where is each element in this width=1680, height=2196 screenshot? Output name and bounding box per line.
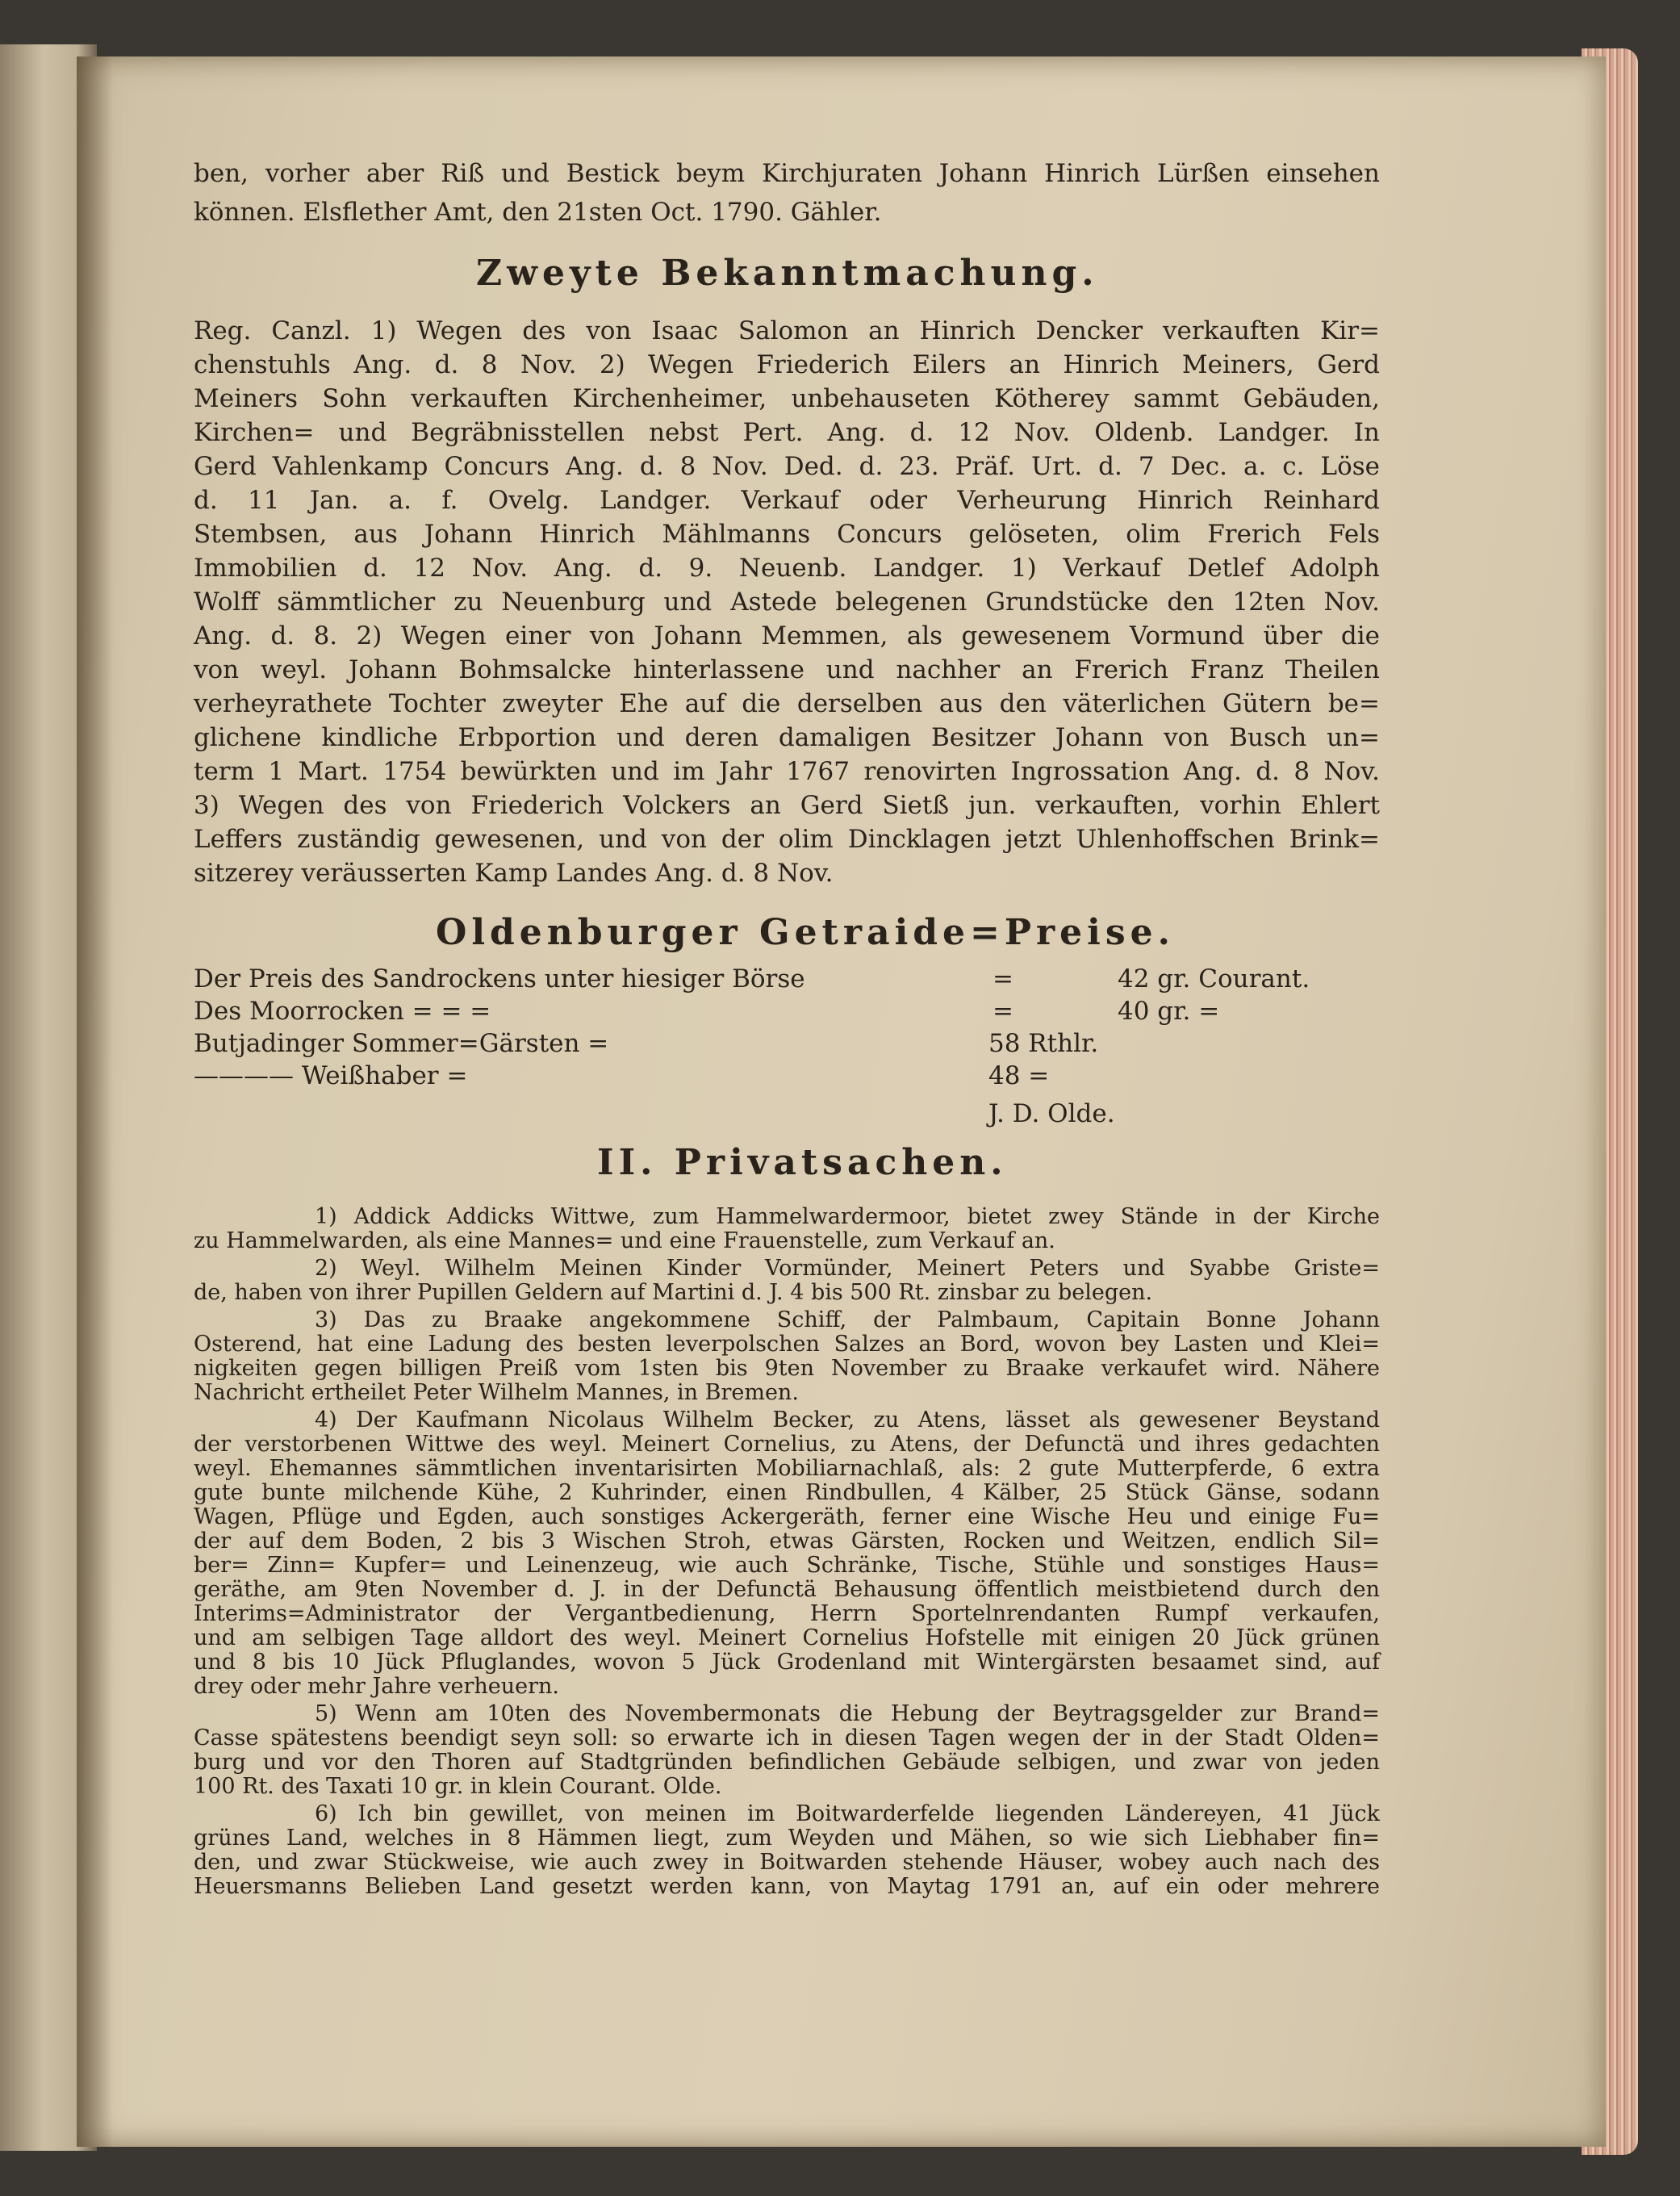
intro-line: ben, vorher aber Riß und Bestick beym Kirchjuraten Johann Hinrich Lürßen einsehen — [194, 159, 1380, 188]
notice-line: Nachricht ertheilet Peter Wilhelm Mannes, in Bremen. — [194, 1380, 799, 1405]
heading-getraide-preise: Oldenburger Getraide=Preise. — [436, 912, 1175, 953]
section-line: d. 11 Jan. a. f. Ovelg. Landger. Verkauf oder Verheurung Hinrich Reinhard — [194, 486, 1380, 515]
notice-line: Interims=Administrator der Vergantbedienung, Herrn Sportelnrendanten Rumpf verkaufen, — [194, 1601, 1380, 1626]
section-line: 3) Wegen des von Friederich Volckers an Gerd Sietß jun. verkauften, vorhin Ehlert — [194, 791, 1380, 820]
notice-line: Heuersmanns Belieben Land gesetzt werden kann, von Maytag 1791 an, auf ein oder mehrere — [194, 1874, 1380, 1899]
notice-line: den, und zwar Stückweise, wie auch zwey in Boitwarden stehende Häuser, wobey auch nach des — [194, 1850, 1380, 1875]
notice-line: weyl. Ehemannes sämmtlichen inventarisirten Mobiliarnachlaß, als: 2 gute Mutterpferde, 6 extra — [194, 1456, 1380, 1481]
heading-privatsachen: II. Privatsachen. — [597, 1142, 1008, 1183]
price-label: ———— Weißhaber = — [194, 1061, 468, 1090]
section-line: Meiners Sohn verkauften Kirchenheimer, unbehauseten Kötherey sammt Gebäuden, — [194, 384, 1380, 413]
notice-line: de, haben von ihrer Pupillen Geldern auf Martini d. J. 4 bis 500 Rt. zinsbar zu belegen. — [194, 1280, 1153, 1305]
section-line: term 1 Mart. 1754 bewürkten und im Jahr 1767 renovirten Ingrossation Ang. d. 8 Nov. — [194, 757, 1380, 786]
price-row — [194, 997, 1380, 1029]
section-line: von weyl. Johann Bohmsalcke hinterlassene und nachher an Frerich Franz Theilen — [194, 655, 1380, 684]
notice-line: 3) Das zu Braake angekommene Schiff, der Palmbaum, Capitain Bonne Johann — [315, 1307, 1380, 1332]
notice-line: ber= Zinn= Kupfer= und Leinenzeug, wie auch Schränke, Tische, Stühle und sonstiges Haus= — [194, 1553, 1380, 1578]
notice-line: und 8 bis 10 Jück Pfluglandes, wovon 5 Jück Grodenland mit Wintergärsten besaamet sind, auf — [194, 1650, 1380, 1675]
section-line: Gerd Vahlenkamp Concurs Ang. d. 8 Nov. Ded. d. 23. Präf. Urt. d. 7 Dec. a. c. Löse — [194, 452, 1380, 481]
page-gutter — [77, 56, 113, 2147]
price-row — [194, 1061, 1380, 1094]
price-label: Des Moorrocken = = = — [194, 997, 491, 1026]
section-line: chenstuhls Ang. d. 8 Nov. 2) Wegen Friederich Eilers an Hinrich Meiners, Gerd — [194, 350, 1380, 379]
section-line: sitzerey veräusserten Kamp Landes Ang. d. 8 Nov. — [194, 859, 834, 888]
notice-line: und am selbigen Tage alldort des weyl. Meinert Cornelius Hofstelle mit einigen 20 Jück grünen — [194, 1625, 1380, 1650]
notice-line: nigkeiten gegen billigen Preiß vom 1sten bis 9ten November zu Braake verkaufet wird. Nähere — [194, 1356, 1380, 1381]
price-value: 42 gr. Courant. — [1118, 964, 1310, 993]
price-label: Butjadinger Sommer=Gärsten = — [194, 1029, 609, 1058]
notice-line: Wagen, Pflüge und Egden, auch sonstiges Ackergeräth, ferner eine Wische Heu und einige Fu= — [194, 1504, 1380, 1529]
notice-line: 5) Wenn am 10ten des Novembermonats die Hebung der Beytragsgelder zur Brand= — [315, 1701, 1380, 1726]
notice-line: der verstorbenen Wittwe des weyl. Meinert Cornelius, zu Atens, der Defunctä und ihres gedachten — [194, 1432, 1380, 1457]
section-line: Leffers zuständig gewesenen, und von der olim Dincklagen jetzt Uhlenhoffschen Brink= — [194, 825, 1380, 854]
notice-line: 4) Der Kaufmann Nicolaus Wilhelm Becker, zu Atens, lässet als gewesener Beystand — [315, 1408, 1380, 1433]
notice-line: Casse spätestens beendigt seyn soll: so erwarte ich in diesen Tagen wegen der in der Stadt Olden= — [194, 1725, 1380, 1751]
heading-zweyte-bekanntmachung: Zweyte Bekanntmachung. — [476, 253, 1099, 294]
notice-line: 1) Addick Addicks Wittwe, zum Hammelwardermoor, bietet zwey Stände in der Kirche — [315, 1204, 1380, 1229]
price-signature: J. D. Olde. — [988, 1099, 1115, 1128]
intro-line: können. Elsflether Amt, den 21sten Oct. 1790. Gähler. — [194, 198, 882, 227]
section-line: glichene kindliche Erbportion und deren damaligen Besitzer Johann von Busch un= — [194, 723, 1380, 752]
section-line: Immobilien d. 12 Nov. Ang. d. 9. Neuenb. Landger. 1) Verkauf Detlef Adolph — [194, 554, 1380, 583]
price-row — [194, 964, 1380, 997]
notice-line: 6) Ich bin gewillet, von meinen im Boitwarderfelde liegenden Ländereyen, 41 Jück — [315, 1801, 1380, 1826]
price-row — [194, 1029, 1380, 1061]
price-value: 58 Rthlr. — [988, 1029, 1099, 1058]
section-line: Ang. d. 8. 2) Wegen einer von Johann Memmen, als gewesenem Vormund über die — [194, 621, 1380, 650]
notice-line: geräthe, am 9ten November d. J. in der Defunctä Behausung öffentlich meistbietend durch den — [194, 1577, 1380, 1602]
notice-line: drey oder mehr Jahre verheuern. — [194, 1674, 560, 1699]
section-line: Reg. Canzl. 1) Wegen des von Isaac Salomon an Hinrich Dencker verkauften Kir= — [194, 316, 1380, 345]
price-label: Der Preis des Sandrockens unter hiesiger Börse — [194, 964, 805, 993]
section-line: Stembsen, aus Johann Hinrich Mählmanns Concurs gelöseten, olim Frerich Fels — [194, 520, 1380, 549]
section-line: Kirchen= und Begräbnisstellen nebst Pert. Ang. d. 12 Nov. Oldenb. Landger. In — [194, 418, 1380, 447]
notice-line: 2) Weyl. Wilhelm Meinen Kinder Vormünder, Meinert Peters und Syabbe Griste= — [315, 1256, 1380, 1281]
notice-line: grünes Land, welches in 8 Hämmen liegt, zum Weyden und Mähen, so wie sich Liebhaber fin= — [194, 1826, 1380, 1851]
notice-line: zu Hammelwarden, als eine Mannes= und eine Frauenstelle, zum Verkauf an. — [194, 1228, 1055, 1253]
notice-line: Osterend, hat eine Ladung des besten leverpolschen Salzes an Bord, wovon bey Lasten und Klei= — [194, 1332, 1380, 1357]
section-line: verheyrathete Tochter zweyter Ehe auf die derselben aus den väterlichen Gütern be= — [194, 689, 1380, 718]
price-mark: = — [993, 964, 1013, 993]
notice-line: gute bunte milchende Kühe, 2 Kuhrinder, einen Rindbullen, 4 Kälber, 25 Stück Gänse, sodann — [194, 1480, 1380, 1505]
section-line: Wolff sämmtlicher zu Neuenburg und Astede belegenen Grundstücke den 12ten Nov. — [194, 588, 1380, 617]
notice-line: der auf dem Boden, 2 bis 3 Wischen Stroh, etwas Gärsten, Rocken und Weitzen, endlich Sil= — [194, 1529, 1380, 1554]
notice-line: burg und vor den Thoren auf Stadtgründen befindlichen Gebäude selbigen, und zwar von jeden — [194, 1750, 1380, 1775]
price-mark: = — [993, 997, 1013, 1026]
notice-line: 100 Rt. des Taxati 10 gr. in klein Courant. Olde. — [194, 1774, 722, 1799]
price-value: 40 gr. = — [1118, 997, 1220, 1026]
price-value: 48 = — [988, 1061, 1050, 1090]
